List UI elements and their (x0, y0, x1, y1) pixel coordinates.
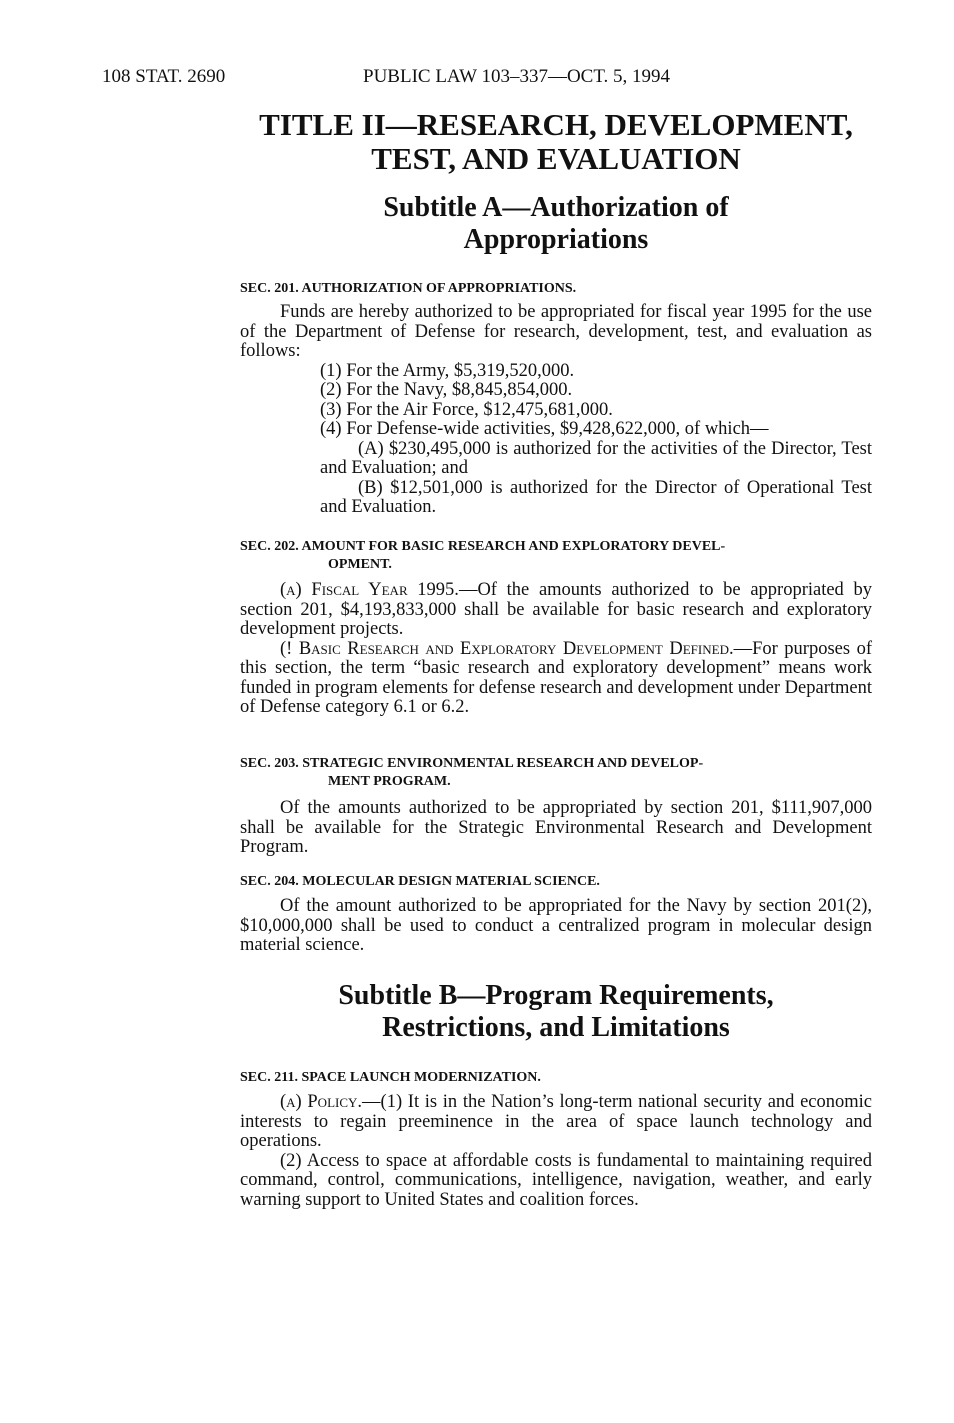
sec-202-heading-line-2: OPMENT. (328, 557, 392, 572)
sec-211-heading: SEC. 211. SPACE LAUNCH MODERNIZATION. (240, 1070, 541, 1085)
subtitle-b-heading (240, 980, 872, 1044)
sec-203-heading-line-2: MENT PROGRAM. (328, 774, 451, 789)
sec-204-body (240, 897, 872, 956)
sec-203-body (240, 799, 872, 858)
sec-204-heading: SEC. 204. MOLECULAR DESIGN MATERIAL SCIENCE. (240, 874, 600, 889)
sec-202-a-label: (a) Fiscal Year 1995. (280, 580, 459, 600)
sec-211-subsection-a (240, 1093, 872, 1152)
sec-202-a-text: —Of the amounts authorized to be appropriated by section 201, $4,193,833,000 shall be available for basic research and exploratory development projects. (240, 580, 872, 639)
sec-202-subsection-b (240, 640, 872, 718)
subtitle-a-line-1: Subtitle A—Authorization of (383, 192, 729, 223)
subtitle-a-line-2: Appropriations (463, 224, 649, 255)
subtitle-b-line-2: Restrictions, and Limitations (382, 1012, 730, 1043)
sec-203-heading (240, 755, 872, 791)
sec-202-subsection-a (240, 581, 872, 640)
sec-201-intro: Funds are hereby authorized to be appropriated for fiscal year 1995 for the use of the Department of Defense for research, development, test, and evaluation as follows: (240, 302, 872, 361)
sec-201-subitem-a: (A) $230,495,000 is authorized for the activities of the Director, Test and Evaluation; and (320, 438, 872, 478)
sec-203-heading-line-1: SEC. 203. STRATEGIC ENVIRONMENTAL RESEARCH AND DEVELOP- (240, 756, 704, 771)
sec-202-heading-line-1: SEC. 202. AMOUNT FOR BASIC RESEARCH AND EXPLORATORY DEVEL- (240, 539, 726, 554)
sec-201-subitems (240, 440, 872, 518)
sec-203-text: Of the amounts authorized to be appropriated by section 201, $111,907,000 shall be available for the Strategic Environmental Research and Development Program. (240, 798, 872, 857)
sec-201-item-4: (4) For Defense-wide activities, $9,428,622,000, of which— (320, 419, 769, 439)
sec-201-subitem-b: (B) $12,501,000 is authorized for the Director of Operational Test and Evaluation. (320, 477, 872, 517)
sec-201-heading: SEC. 201. AUTHORIZATION OF APPROPRIATIONS. (240, 281, 577, 296)
sec-201-body (240, 303, 872, 518)
title-line-2: TEST, AND EVALUATION (371, 141, 741, 176)
sec-201-item-2: (2) For the Navy, $8,845,854,000. (320, 380, 573, 400)
sec-201-item-1: (1) For the Army, $5,319,520,000. (320, 360, 575, 381)
subtitle-a-heading (240, 192, 872, 256)
sec-204-text: Of the amount authorized to be appropriated for the Navy by section 201(2), $10,000,000 shall be used to conduct a centralized program in molecular design material science. (240, 896, 872, 955)
sec-211-a-text: —(1) It is in the Nation’s long-term national security and economic interests to regain preeminence in the area of space launch technology and operations. (240, 1092, 873, 1151)
public-law-citation: PUBLIC LAW 103–337—OCT. 5, 1994 (363, 66, 671, 87)
subtitle-b-line-1: Subtitle B—Program Requirements, (338, 980, 774, 1011)
stat-page-number: 108 STAT. 2690 (102, 66, 226, 87)
sec-211-paragraph-2: (2) Access to space at affordable costs is fundamental to maintaining required command, control, communications, intelligence, navigation, weather, and early warning support to United States and coalition forces. (240, 1150, 872, 1210)
sec-202-heading (240, 538, 872, 574)
sec-201-item-3: (3) For the Air Force, $12,475,681,000. (320, 399, 613, 420)
title-heading (240, 108, 872, 176)
sec-211-a-label: (a) Policy. (280, 1092, 363, 1112)
sec-211-body (240, 1093, 872, 1210)
sec-202-b-text: —For purposes of this section, the term “basic research and exploratory development” means work funded in program elements for defense research and development under Department of Defense category 6.1 or 6.2. (240, 638, 872, 717)
sec-202-body (240, 581, 872, 718)
sec-201-items (240, 362, 872, 440)
title-line-1: TITLE II—RESEARCH, DEVELOPMENT, (259, 107, 853, 142)
sec-202-b-label: (! Basic Research and Exploratory Development Defined. (280, 638, 734, 659)
